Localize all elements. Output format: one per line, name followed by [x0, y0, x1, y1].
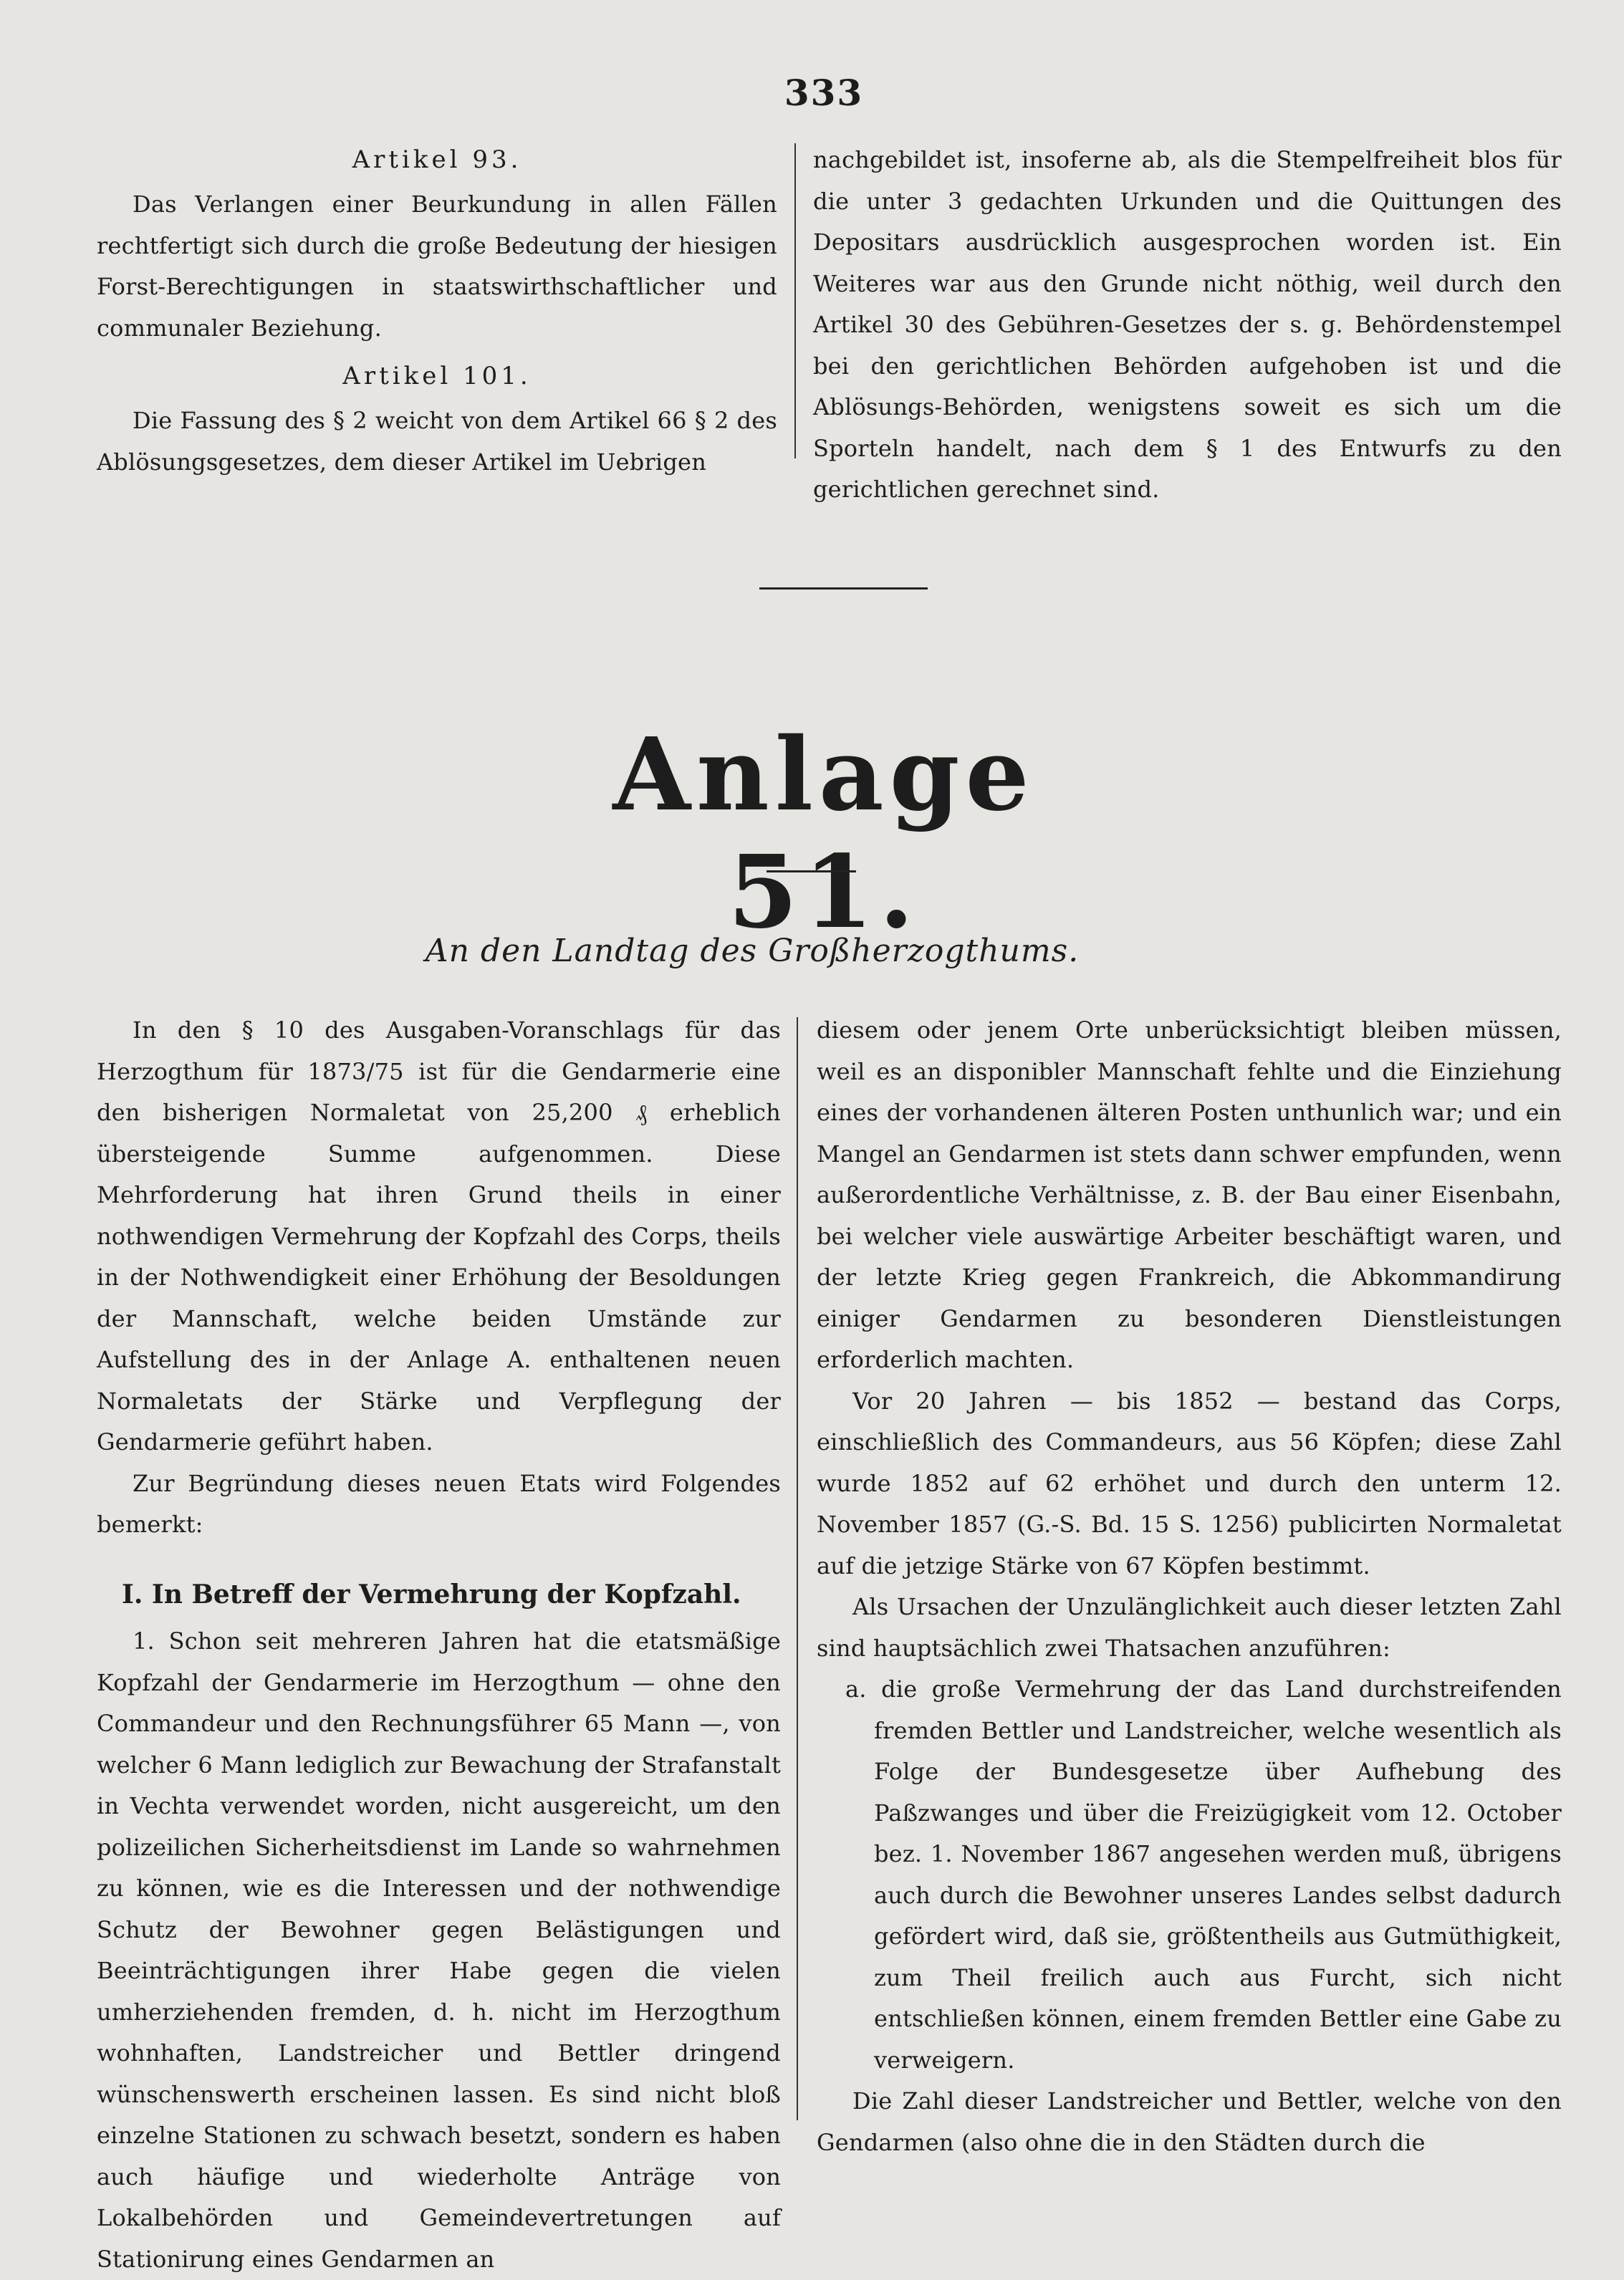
article-101-paragraph: Die Fassung des § 2 weicht von dem Artikel 66 § 2 des Ablösungsgesetzes, dem dieser Artikel im Uebrigen — [97, 407, 777, 476]
upper-left-column — [97, 140, 777, 483]
lower-column-divider — [797, 1017, 798, 2120]
history-paragraph: Vor 20 Jahren — bis 1852 — bestand das Corps, einschließlich des Commandeurs, aus 56 Köpfen; diese Zahl wurde 1852 auf 62 erhöhet und durch den unterm 12. November 1857 (G.-S. Bd. 15 S. 1256) publicirten Normaletat auf die jetzige Stärke von 67 Köpfen bestimmt. — [817, 1387, 1562, 1579]
causes-paragraph: Als Ursachen der Unzulänglichkeit auch dieser letzten Zahl sind hauptsächlich zwei Thatsachen anzuführen: — [817, 1593, 1562, 1662]
lower-left-column — [97, 1010, 781, 2280]
article-93-heading: Artikel 93. — [352, 145, 522, 174]
lower-right-column — [817, 1010, 1562, 2163]
article-93-paragraph: Das Verlangen einer Beurkundung in allen Fällen rechtfertigt sich durch die große Bedeutung der hiesigen Forst-Berechtigungen in staatswirthschaftlicher und communaler Beziehung. — [97, 191, 777, 342]
upper-right-column — [813, 140, 1562, 511]
section-heading-kopfzahl: I. In Betreff der Vermehrung der Kopfzahl. — [122, 1579, 741, 1610]
point-1-paragraph: 1. Schon seit mehreren Jahren hat die etatsmäßige Kopfzahl der Gendarmerie im Herzogthum — ohne den Commandeur und den Rechnungsführer 65 Mann —, von welcher 6 Mann lediglich zur Bewachung der Strafanstalt in Vechta verwendet worden, nicht ausgereicht, um den polizeilichen Sicherheitsdienst im Lande so wahrnehmen zu können, wie es die Interessen und der nothwendige Schutz der Bewohner gegen Belästigungen und Beeinträchtigungen ihrer Habe gegen die vielen umherziehenden fremden, d. h. nicht im Herzogthum wohnhaften, Landstreicher und Bettler dringend wünschenswerth erscheinen lassen. Es sind nicht bloß einzelne Stationen zu schwach besetzt, sondern es haben auch häufige und wiederholte Anträge von Lokalbehörden und Gemeindevertretungen auf Stationirung eines Gendarmen an — [97, 1627, 781, 2273]
cause-item-a: a. die große Vermehrung der das Land durchstreifenden fremden Bettler und Landstreicher, welche wesentlich als Folge der Bundesgesetze über Aufhebung des Paßzwanges und über die Freizügigkeit vom 12. October bez. 1. November 1867 angesehen werden muß, übrigens auch durch die Bewohner unseres Landes selbst dadurch gefördert wird, daß sie, größtentheils aus Gutmüthigkeit, zum Theil freilich auch aus Furcht, sich nicht entschließen können, einem fremden Bettler eine Gabe zu verweigern. — [845, 1675, 1562, 2074]
title-underline-rule — [767, 870, 856, 872]
justification-paragraph: Zur Begründung dieses neuen Etats wird Folgendes bemerkt: — [97, 1469, 781, 1538]
page-number: 333 — [784, 72, 864, 114]
continuation-paragraph: diesem oder jenem Orte unberücksichtigt bleiben müssen, weil es an disponibler Mannschaft fehlte und die Einziehung eines der vorhandenen älteren Posten unthunlich war; und ein Mangel an Gendarmen ist stets dann schwer empfunden, wenn außerordentliche Verhältnisse, z. B. der Bau einer Eisenbahn, bei welcher viele auswärtige Arbeiter beschäftigt waren, und der letzte Krieg gegen Frankreich, die Abkommandirung einiger Gendarmen zu besonderen Dienstleistungen erforderlich machten. — [817, 1016, 1562, 1373]
upper-right-paragraph: nachgebildet ist, insoferne ab, als die Stempelfreiheit blos für die unter 3 gedachten Urkunden und die Quittungen des Depositars ausdrücklich ausgesprochen worden ist. Ein Weiteres war aus den Grunde nicht nöthig, weil durch den Artikel 30 des Gebühren-Gesetzes der s. g. Behördenstempel bei den gerichtlichen Behörden aufgehoben ist und die Ablösungs-Behörden, wenigstens soweit es sich um die Sporteln handelt, nach dem § 1 des Entwurfs zu den gerichtlichen gerechnet sind. — [813, 146, 1562, 503]
address-subtitle: An den Landtag des Großherzogthums. — [425, 933, 1080, 969]
introduction-paragraph: In den § 10 des Ausgaben-Voranschlags für das Herzogthum für 1873/75 ist für die Gendarmerie eine den bisherigen Normaletat von 25,200 ₰ erheblich übersteigende Summe aufgenommen. Diese Mehrforderung hat ihren Grund theils in einer nothwendigen Vermehrung der Kopfzahl des Corps, theils in der Nothwendigkeit einer Erhöhung der Besoldungen der Mannschaft, welche beiden Umstände zur Aufstellung des in der Anlage A. enthaltenen neuen Normaletats der Stärke und Verpflegung der Gendarmerie geführt haben. — [97, 1016, 781, 1456]
section-divider-rule — [759, 587, 928, 590]
article-101-heading: Artikel 101. — [342, 362, 532, 390]
upper-column-divider — [794, 143, 796, 458]
appendix-title: Anlage 51. — [612, 716, 1035, 951]
vagrants-paragraph: Die Zahl dieser Landstreicher und Bettler, welche von den Gendarmen (also ohne die in den Städten durch die — [817, 2087, 1562, 2156]
